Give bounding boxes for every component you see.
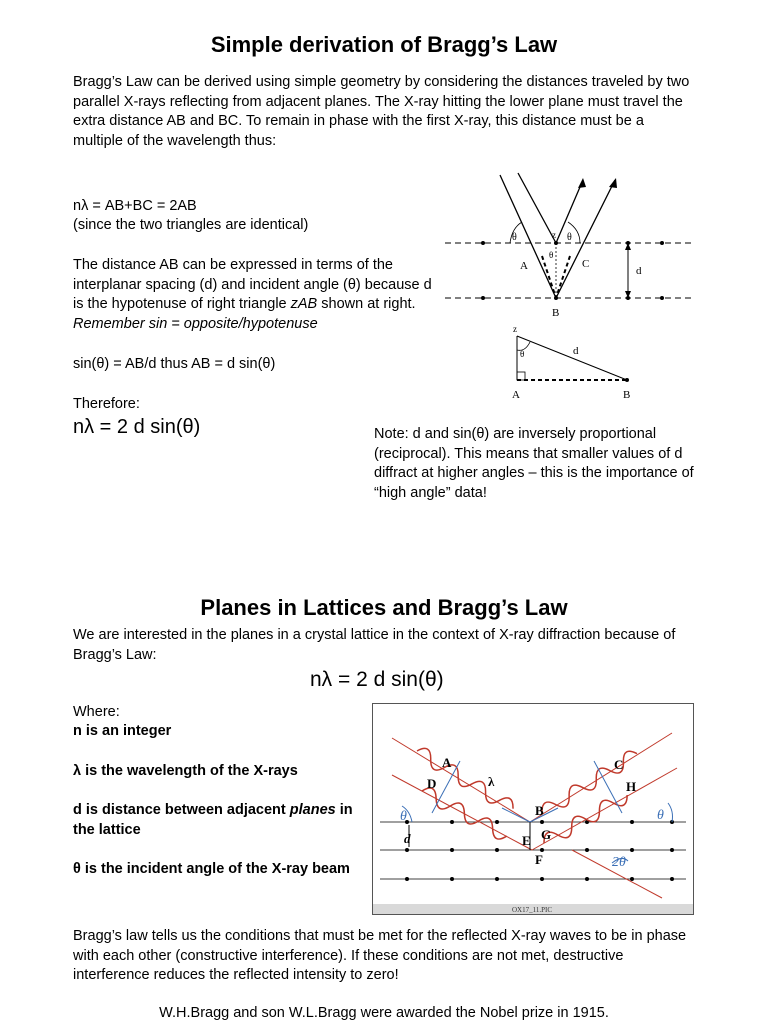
section2-title: Planes in Lattices and Bragg’s Law xyxy=(200,595,568,620)
section1-intro: Bragg’s Law can be derived using simple geometry by considering the distances traveled by two parallel X-rays reflecting from adjacent planes. The X-ray hitting the lower plane must travel the extra distance AB and BC. To remain in phase with the first X-ray, this distance must be a multiple of the wavelength thus: xyxy=(73,74,690,149)
fig-label-h: H xyxy=(626,779,637,794)
note-inverse-proportion: Note: d and sin(θ) are inversely proportional (reciprocal). This means that smaller values of d diffract at higher angles – this is the importance of “high angle” data! xyxy=(374,426,694,501)
equation-note: (since the two triangles are identical) xyxy=(73,217,309,233)
paragraph-ab-text: The distance AB can be expressed in terms of the interplanar spacing (d) and incident angle (θ) because d is the hypotenuse of right triangle xyxy=(73,257,432,312)
fig-label-f: F xyxy=(535,852,543,867)
planes-word: planes xyxy=(289,802,336,818)
paragraph-ab-text-2: shown at right. xyxy=(317,296,416,312)
equation-n-lambda-ab: nλ = AB+BC = 2AB xyxy=(73,198,197,214)
fig-label-theta-left: θ xyxy=(400,809,407,824)
bragg-result-equation: nλ = 2 d sin(θ) xyxy=(73,416,201,438)
triangle-a-label: A xyxy=(512,389,520,401)
triangle-b-label: B xyxy=(623,389,631,401)
zab-label: zAB xyxy=(290,296,318,312)
fig-label-e: E xyxy=(522,833,531,848)
d-label: d xyxy=(636,265,642,277)
bragg-geometry-diagram xyxy=(440,170,700,320)
b-label: B xyxy=(552,307,560,319)
fig-label-d: D xyxy=(427,776,437,791)
definition-lambda: λ is the wavelength of the X-rays xyxy=(73,763,298,779)
fig-label-lambda: λ xyxy=(488,774,495,789)
fig-label-a: A xyxy=(442,755,452,770)
bragg-law-equation: nλ = 2 d sin(θ) xyxy=(310,668,444,691)
triangle-z-label: z xyxy=(513,324,517,334)
sin-relation: sin(θ) = AB/d thus AB = d sin(θ) xyxy=(73,356,276,372)
section2-intro: We are interested in the planes in a crystal lattice in the context of X-ray diffraction because of Bragg’s Law: xyxy=(73,627,676,663)
conclusion-paragraph: Bragg’s law tells us the conditions that must be met for the reflected X-ray waves to be in phase with each other (constructive interference). If these conditions are not met, destructive interference reduces the reflected intensity to zero! xyxy=(73,928,687,983)
triangle-theta-label: θ xyxy=(520,349,525,359)
paragraph-ab xyxy=(73,256,435,334)
theta-left-label: θ xyxy=(512,232,517,243)
right-triangle-zab-diagram xyxy=(505,322,645,404)
theta-right-label: θ xyxy=(567,232,572,243)
theta-inner-label: θ xyxy=(549,250,554,260)
fig-caption: OX17_11.PIC xyxy=(512,906,552,914)
definition-theta: θ is the incident angle of the X-ray beam xyxy=(73,861,350,877)
a-label: A xyxy=(520,260,528,272)
definition-d-text: d is distance between adjacent xyxy=(73,802,290,818)
nobel-footer: W.H.Bragg and son W.L.Bragg were awarded the Nobel prize in 1915. xyxy=(159,1005,609,1021)
fig-label-g: G xyxy=(541,827,552,842)
definition-n: n is an integer xyxy=(73,723,172,739)
remember-hint: Remember sin = opposite/hypotenuse xyxy=(73,315,318,332)
definition-d-text-2: in the lattice xyxy=(73,802,353,838)
z-label: z xyxy=(552,230,556,240)
lattice-diffraction-figure xyxy=(372,703,694,915)
section1-title: Simple derivation of Bragg’s Law xyxy=(210,32,558,57)
definition-d xyxy=(73,801,363,840)
therefore-label: Therefore: xyxy=(73,396,140,412)
fig-label-c: C xyxy=(614,757,624,772)
fig-label-d-spacing: d xyxy=(404,831,411,846)
fig-label-b: B xyxy=(535,803,544,818)
c-label: C xyxy=(582,258,590,270)
where-label: Where: xyxy=(73,704,120,720)
fig-label-two-theta: 2θ xyxy=(612,855,626,870)
fig-label-theta-right: θ xyxy=(657,808,664,823)
triangle-d-label: d xyxy=(573,345,579,357)
